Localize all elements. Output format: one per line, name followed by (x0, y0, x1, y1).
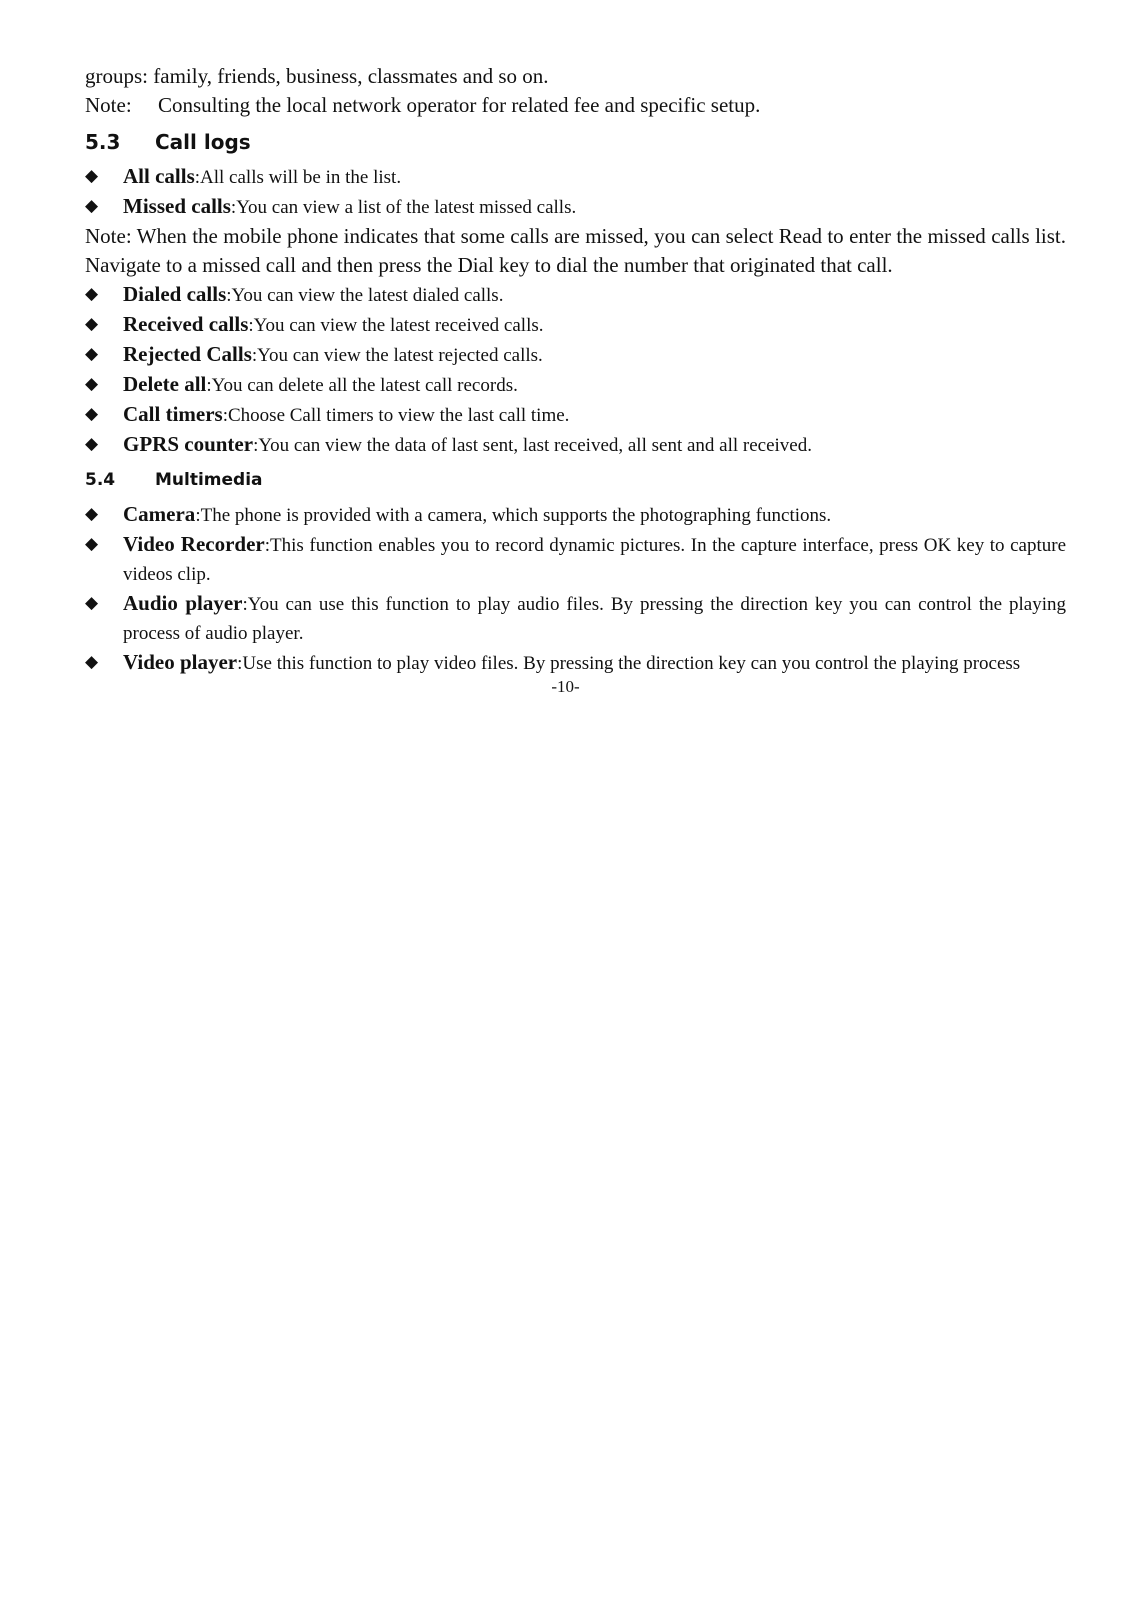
diamond-bullet-icon: ◆ (85, 652, 99, 672)
missed-calls-note: Note: When the mobile phone indicates that some calls are missed, you can select Read to enter the missed calls list. Navigate to a missed call and then press the Dial key to dial the number that originated that call. (85, 224, 1066, 277)
item-description: :You can delete all the latest call records. (206, 375, 518, 396)
call-logs-list-part2 (85, 280, 1066, 460)
section-number: 5.4 (85, 470, 116, 490)
item-term: Dialed calls (123, 282, 227, 306)
diamond-bullet-icon: ◆ (85, 504, 99, 524)
diamond-bullet-icon: ◆ (85, 344, 99, 364)
list-item (85, 400, 1066, 430)
item-term: All calls (123, 164, 195, 188)
intro-note (85, 91, 1066, 120)
diamond-bullet-icon: ◆ (85, 166, 99, 186)
list-item (85, 530, 1066, 589)
note-text: Consulting the local network operator for related fee and specific setup. (158, 93, 761, 117)
diamond-bullet-icon: ◆ (85, 534, 99, 554)
item-term: Video player (123, 650, 238, 674)
item-term: Audio player (123, 591, 243, 615)
diamond-bullet-icon: ◆ (85, 374, 99, 394)
list-item (85, 370, 1066, 400)
diamond-bullet-icon: ◆ (85, 434, 99, 454)
item-description: :You can use this function to play audio files. By pressing the direction key you can control the playing process of audio player. (123, 594, 1067, 644)
item-description: :You can view the latest received calls. (248, 315, 544, 336)
page-number: -10- (551, 677, 580, 696)
groups-text: groups: family, friends, business, classmates and so on. (85, 64, 549, 88)
diamond-bullet-icon: ◆ (85, 284, 99, 304)
item-term: GPRS counter (123, 432, 254, 456)
item-description: :Choose Call timers to view the last call time. (222, 405, 570, 426)
list-item (85, 310, 1066, 340)
item-description: :The phone is provided with a camera, which supports the photographing functions. (195, 505, 832, 526)
diamond-bullet-icon: ◆ (85, 593, 99, 613)
document-page (85, 62, 1066, 678)
item-term: Camera (123, 502, 196, 526)
item-description: :Use this function to play video files. By pressing the direction key can you control the playing process (237, 653, 1021, 674)
section-heading-call-logs (85, 128, 1066, 156)
list-item (85, 589, 1066, 648)
list-item (85, 430, 1066, 460)
item-description: :All calls will be in the list. (194, 167, 402, 188)
section-heading-multimedia (85, 466, 1066, 494)
item-description: :You can view the latest dialed calls. (226, 285, 504, 306)
diamond-bullet-icon: ◆ (85, 196, 99, 216)
item-description: :You can view the latest rejected calls. (251, 345, 543, 366)
list-item (85, 280, 1066, 310)
item-description: :This function enables you to record dynamic pictures. In the capture interface, press OK key to capture videos clip. (123, 535, 1067, 585)
item-term: Video Recorder (123, 532, 265, 556)
call-logs-list-part1 (85, 162, 1066, 222)
item-term: Delete all (123, 372, 207, 396)
diamond-bullet-icon: ◆ (85, 314, 99, 334)
list-item (85, 192, 1066, 222)
note-label: Note: (85, 93, 132, 117)
item-description: :You can view the data of last sent, last received, all sent and all received. (253, 435, 812, 456)
list-item (85, 648, 1066, 678)
list-item (85, 340, 1066, 370)
item-term: Rejected Calls (123, 342, 252, 366)
item-term: Received calls (123, 312, 249, 336)
list-item (85, 162, 1066, 192)
section-number: 5.3 (85, 130, 121, 154)
item-description: :You can view a list of the latest missed calls. (230, 197, 577, 218)
list-item (85, 500, 1066, 530)
diamond-bullet-icon: ◆ (85, 404, 99, 424)
multimedia-list (85, 500, 1066, 678)
section-title: Multimedia (155, 470, 263, 490)
item-term: Missed calls (123, 194, 231, 218)
item-term: Call timers (123, 402, 223, 426)
section-title: Call logs (155, 130, 251, 154)
